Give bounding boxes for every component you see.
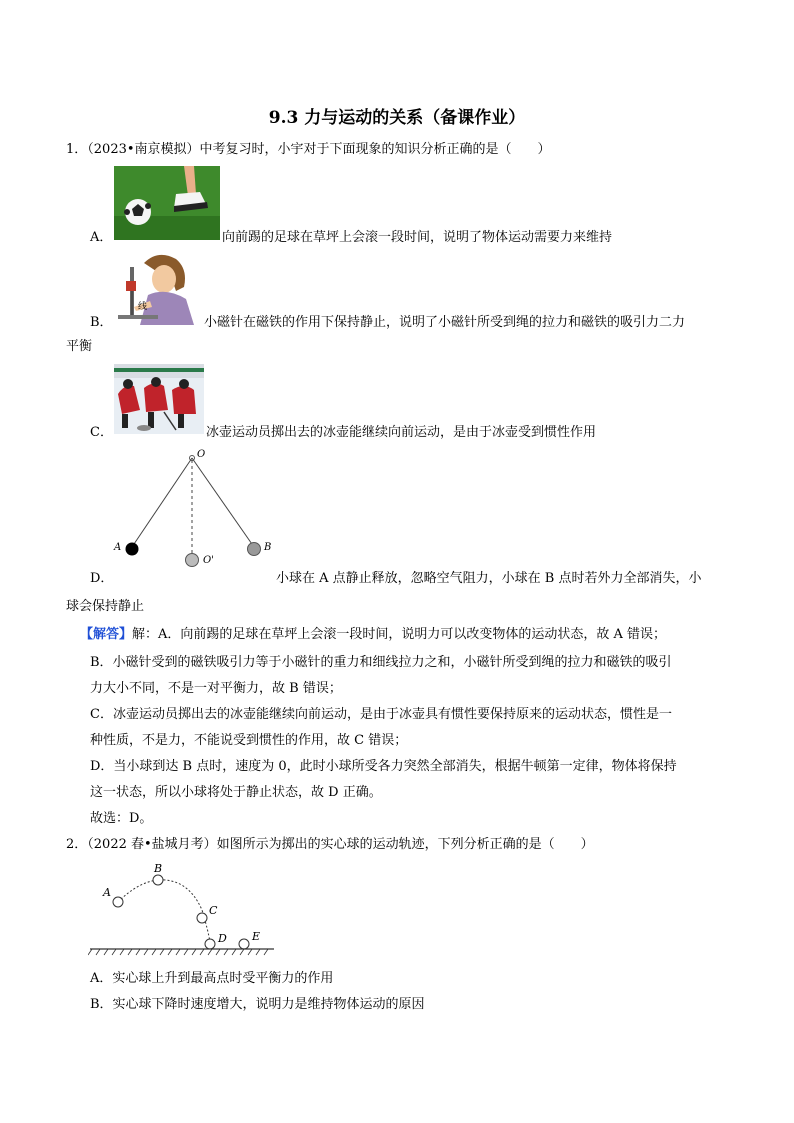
q1-option-d-text: 小球在 A 点静止释放，忽略空气阻力，小球在 B 点时若外力全部消失，小 [276,571,702,586]
q1-answer-line-8: 故选：D。 [90,811,153,826]
q2-option-a: A．实心球上升到最高点时受平衡力的作用 [90,971,334,986]
q1-option-b-text-cont: 平衡 [66,339,93,354]
soccer-kick-illustration [114,166,220,240]
q1-option-b-text: 小磁针在磁铁的作用下保持静止，说明了小磁针所受到绳的拉力和磁铁的吸引力二力 [204,315,686,330]
point-o-prime-label: O' [203,555,214,566]
trajectory-illustration [88,860,278,956]
q1-option-b-letter: B． [90,315,113,330]
q2-stem: 2．（2022 春•盐城月考）如图所示为掷出的实心球的运动轨迹，下列分析正确的是（ ） [66,837,594,852]
answer-tag: 【解答】 [80,627,133,642]
q1-answer-line-3: 力大小不同，不是一对平衡力，故 B 错误； [90,681,342,696]
shot-put-trajectory-diagram [88,860,278,956]
q2-option-b: B．实心球下降时速度增大，说明力是维持物体运动的原因 [90,997,425,1012]
page-title: 9.3 力与运动的关系（备课作业） [268,108,526,128]
q1-answer-line-5: 种性质，不是力，不能说受到惯性的作用，故 C 错误； [90,733,408,748]
q1-answer-line-6: D．当小球到达 B 点时，速度为 0，此时小球所受各力突然全部消失，根据牛顿第一定律，物体将保持 [90,759,677,774]
pendulum-illustration [112,446,278,574]
q1-answer-line-2: B．小磁针受到的磁铁吸引力等于小磁针的重力和细线拉力之和，小磁针所受到绳的拉力和磁铁的吸引 [90,655,672,670]
curling-image [114,364,204,434]
answer-text-1: 解：A．向前踢的足球在草坪上会滚一段时间，说明力可以改变物体的运动状态，故 A 错误； [132,627,667,642]
q1-answer-line-4: C．冰壶运动员掷出去的冰壶能继续向前运动，是由于冰壶具有惯性要保持原来的运动状态，惯性是一 [90,707,672,722]
point-c-label: C [209,904,218,917]
point-d-label: D [218,932,227,945]
q1-option-a-text: 向前踢的足球在草坪上会滚一段时间，说明了物体运动需要力来维持 [222,230,613,245]
q1-option-d-text-cont: 球会保持静止 [66,599,145,614]
soccer-kick-image [114,166,220,240]
pendulum-diagram [112,446,278,574]
q1-option-c-letter: C． [90,425,113,440]
point-e-label: E [252,930,261,943]
point-a-label: A [114,542,122,553]
q1-option-d-letter: D． [90,571,114,586]
point-b-label: B [264,542,272,553]
q1-answer-line-1 [80,626,720,644]
point-b-label: B [154,862,163,875]
magnet-girl-illustration [114,251,202,325]
q1-option-a-letter: A． [90,230,113,245]
q1-stem: 1．（2023•南京模拟）中考复习时，小宇对于下面现象的知识分析正确的是（ ） [66,142,551,157]
magnet-girl-image [114,251,202,325]
q1-answer-line-7: 这一状态，所以小球将处于静止状态，故 D 正确。 [90,785,382,800]
point-a-label: A [103,886,111,899]
q1-option-c-text: 冰壶运动员掷出去的冰壶能继续向前运动，是由于冰壶受到惯性作用 [206,425,597,440]
pivot-o-label: O [197,449,206,460]
string-label: 线 [138,302,148,312]
curling-illustration [114,364,204,434]
